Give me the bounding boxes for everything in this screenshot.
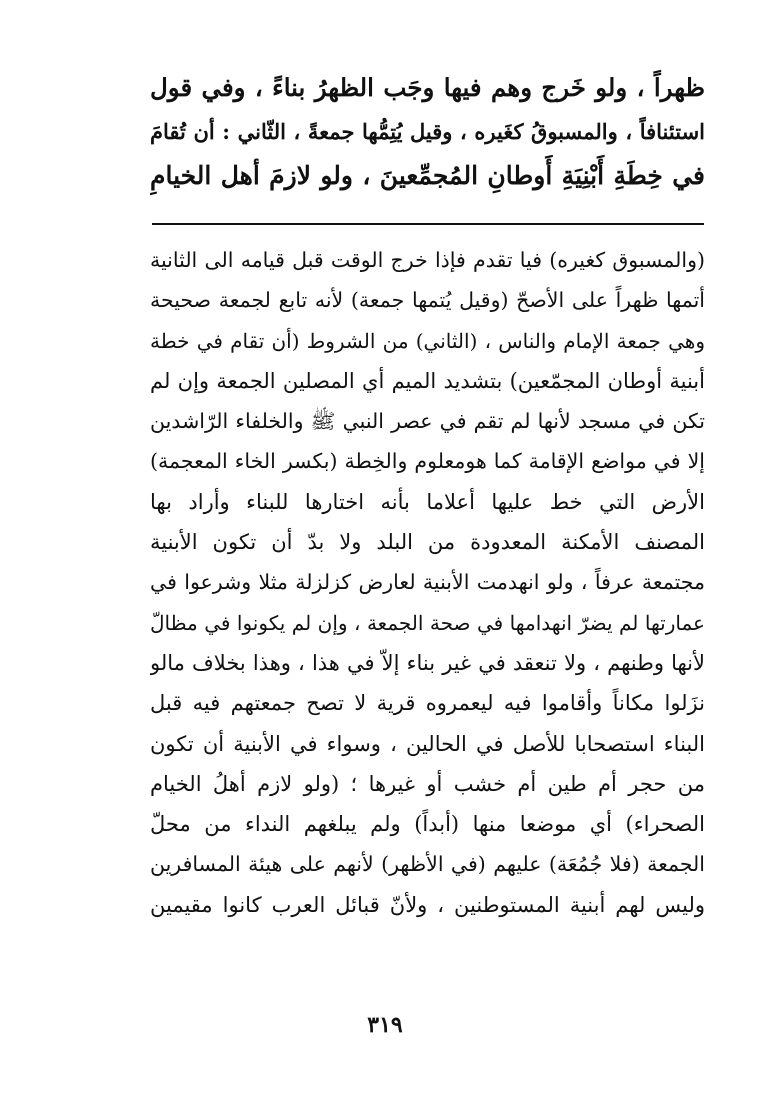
page-number: ٣١٩ — [367, 1012, 403, 1038]
commentary-text — [150, 240, 705, 925]
commentary-line: إلا في مواضع الإقامة كما هومعلوم والخِطة (بكسر الخاء المعجمة) — [150, 449, 705, 474]
commentary-line: الجمعة (فلا جُمُعَة) عليهم (في الأظهر) لأنهم على هيئة المسافرين — [150, 852, 705, 877]
commentary-line: الأرض التي خط عليها أعلاما بأنه اختارها للبناء وأراد بها — [150, 489, 705, 514]
commentary-line: البناء استصحابا للأصل في الحالين ، وسواء في الأبنية أن تكون — [150, 731, 705, 756]
commentary-line: من حجر أم طين أم خشب أو غيرها ؛ (ولو لازم أهلُ الخيام — [150, 771, 705, 796]
main-text-line: استئنافاً ، والمسبوقُ كغَيره ، وقيل يُتِمُّها جمعةً ، الثّاني : أن تُقامَ — [150, 119, 705, 144]
commentary-line: الصحراء) أي موضعا منها (أبداً) ولم يبلغهم النداء من محلّ — [150, 812, 705, 837]
commentary-line: (والمسبوق كغيره) فيا تقدم فإذا خرج الوقت قبل قيامه الى الثانية — [150, 248, 705, 272]
main-text-line: ظهراً ، ولو خَرج وهم فيها وجَب الظهرُ بناءً ، وفي قول — [150, 73, 705, 102]
commentary-line: وهي جمعة الإمام والناس ، (الثاني) من الشروط (أن تقام في خطة — [150, 328, 705, 353]
commentary-line: المصنف الأمكنة المعدودة من البلد ولا بدّ أن تكون الأبنية — [150, 530, 705, 555]
commentary-line: وليس لهم أبنية المستوطنين ، ولأنّ قبائل العرب كانوا مقيمين — [150, 892, 705, 917]
commentary-line: مجتمعة عرفاً ، ولو انهدمت الأبنية لعارض كزلزلة مثلا وشرعوا في — [150, 570, 705, 595]
separator-line — [152, 223, 704, 225]
main-text-line: في خِطَةِ أَبْنِيَةِ أَوطانِ المُجمِّعينَ ، ولو لازمَ أهل الخيامِ — [150, 161, 705, 190]
commentary-line: لأنها وطنهم ، ولا تنعقد في غير بناء إلاّ في هذا ، وهذا بخلاف مالو — [150, 650, 705, 675]
commentary-line: عمارتها لم يضرّ انهدامها في صحة الجمعة ، وإن لم يكونوا في مظالّ — [150, 610, 705, 635]
commentary-line: أتمها ظهراً على الأصحّ (وقيل يُتمها جمعة) لأنه تابع لجمعة صحيحة — [150, 288, 705, 313]
commentary-line: أبنية أوطان المجمّعين) بتشديد الميم أي المصلين الجمعة وإن لم — [150, 368, 705, 393]
commentary-line: نزَلوا مكاناً وأقاموا فيه ليعمروه قرية لا تصح جمعتهم فيه قبل — [150, 691, 705, 716]
commentary-line: تكن في مسجد لأنها لم تقم في عصر النبي ﷺ والخلفاء الرّاشدين — [150, 409, 705, 434]
main-text — [150, 66, 705, 198]
